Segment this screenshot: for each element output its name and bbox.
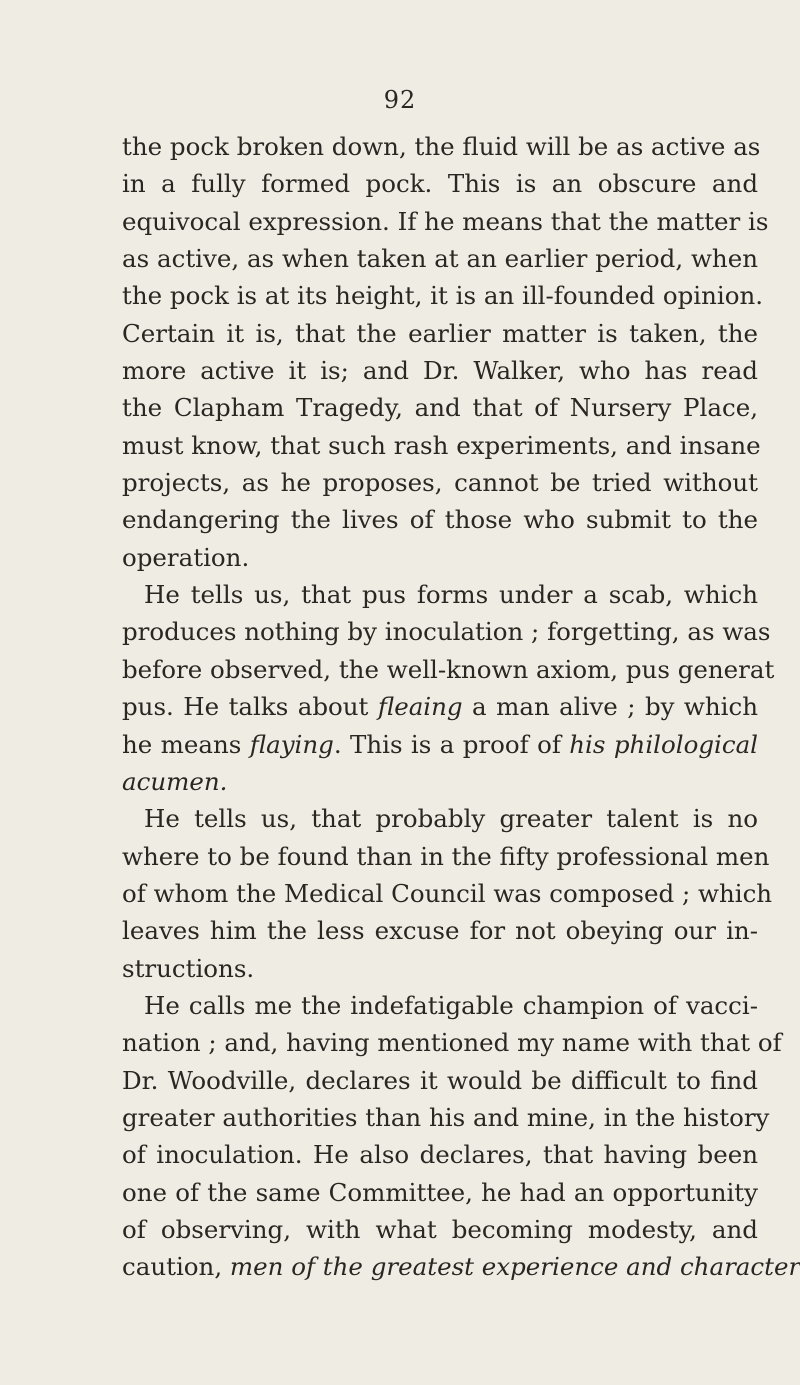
text-line <box>122 576 758 613</box>
text-segment: operation. <box>122 542 250 572</box>
text-segment: He tells us, that pus forms under a scab, which <box>144 580 758 610</box>
text-segment: equivocal expression. If he means that the matter is <box>122 206 769 236</box>
text-segment: in a fully formed pock. This is an obscure and <box>122 169 758 199</box>
text-segment: more active it is; and Dr. Walker, who has read <box>122 356 758 386</box>
text-segment: He tells us, that probably greater talent is no <box>144 804 758 834</box>
text-line <box>122 1099 770 1136</box>
text-line <box>122 763 758 800</box>
text-line <box>122 688 758 725</box>
text-segment: the Clapham Tragedy, and that of Nursery Place, <box>122 393 758 423</box>
italic-text: acumen. <box>122 766 228 796</box>
text-segment: . This is a proof of <box>333 729 570 759</box>
text-segment: of observing, with what becoming modesty, and <box>122 1214 758 1244</box>
text-line <box>122 464 758 501</box>
text-line <box>122 389 758 426</box>
text-line <box>122 912 758 949</box>
text-line <box>122 539 758 576</box>
text-segment: caution, <box>122 1252 230 1282</box>
text-line <box>122 277 764 314</box>
text-segment: Certain it is, that the earlier matter is taken, the <box>122 318 758 348</box>
text-line <box>122 651 775 688</box>
body-text <box>122 128 800 1286</box>
text-segment: one of the same Committee, he had an opportunity <box>122 1177 758 1207</box>
text-segment: Dr. Woodville, declares it would be difficult to find <box>122 1065 758 1095</box>
text-line <box>122 240 758 277</box>
text-segment: projects, as he proposes, cannot be tried without <box>122 468 758 498</box>
text-segment: leaves him the less excuse for not obeying our in- <box>122 916 758 946</box>
text-line <box>122 726 758 763</box>
text-segment: where to be found than in the fifty professional men <box>122 841 770 871</box>
text-segment: a man alive ; by which <box>462 692 759 722</box>
text-segment: produces nothing by inoculation ; forgetting, as was <box>122 617 771 647</box>
text-segment: of whom the Medical Council was composed ; which <box>122 878 773 908</box>
text-line <box>122 501 758 538</box>
text-segment: endangering the lives of those who submit to the <box>122 505 758 535</box>
text-segment: before observed, the well-known axiom, pus generat <box>122 654 775 684</box>
italic-text: his philological <box>569 729 759 759</box>
text-line <box>122 1062 758 1099</box>
text-line <box>122 352 758 389</box>
text-segment: he means <box>122 729 250 759</box>
text-line <box>122 950 758 987</box>
text-segment: as active, as when taken at an earlier period, when <box>122 244 758 274</box>
text-segment: must know, that such rash experiments, and insane <box>122 430 761 460</box>
text-line <box>122 427 761 464</box>
text-line <box>122 800 758 837</box>
text-segment: structions. <box>122 953 255 983</box>
text-line <box>122 987 758 1024</box>
text-segment: of inoculation. He also declares, that having been <box>122 1140 758 1170</box>
text-line <box>122 315 758 352</box>
text-segment: the pock is at its height, it is an ill-founded opinion. <box>122 281 764 311</box>
text-line <box>122 613 771 650</box>
text-line <box>122 128 761 165</box>
text-line <box>122 1136 758 1173</box>
text-segment: greater authorities than his and mine, in the history <box>122 1102 770 1132</box>
text-line <box>122 165 758 202</box>
text-segment: nation ; and, having mentioned my name with that of <box>122 1028 782 1058</box>
text-segment: the pock broken down, the fluid will be as active as <box>122 132 761 161</box>
page-number: 92 <box>383 86 417 114</box>
text-line <box>122 1024 782 1061</box>
text-segment: pus. He talks about <box>122 692 378 722</box>
text-line <box>122 1211 758 1248</box>
text-line <box>122 875 773 912</box>
text-line <box>122 838 770 875</box>
text-line <box>122 1248 800 1285</box>
text-line <box>122 1174 758 1211</box>
text-line <box>122 203 769 240</box>
italic-text: flaying <box>249 729 334 759</box>
italic-text: fleaing <box>377 692 463 722</box>
text-segment: He calls me the indefatigable champion of vacci- <box>144 990 758 1020</box>
italic-text: men of the greatest experience and character <box>229 1252 800 1282</box>
